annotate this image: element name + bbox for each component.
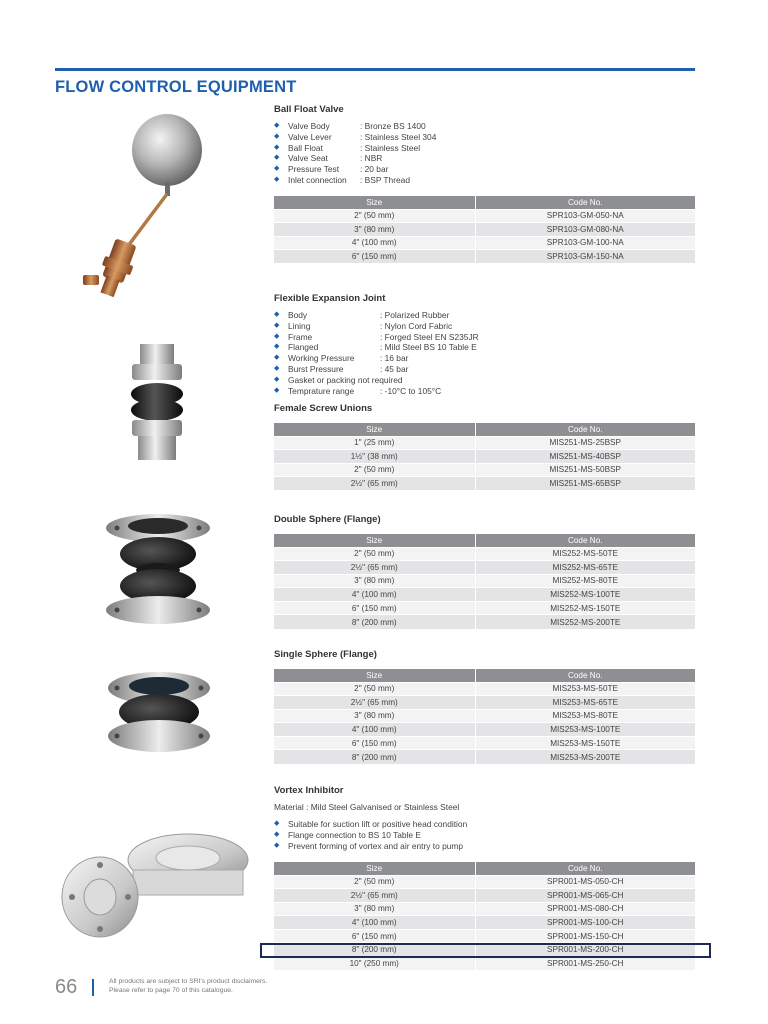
size-cell: 10" (250 mm) <box>274 957 475 971</box>
size-cell: 3" (80 mm) <box>274 223 475 237</box>
table-row <box>274 615 695 629</box>
selection-highlight-box <box>260 943 711 958</box>
code-cell: MIS251-MS-25BSP <box>475 436 695 450</box>
spec-item: ◆ Gasket or packing not required <box>274 374 403 385</box>
code-cell: SPR001-MS-050-CH <box>475 875 695 889</box>
code-cell: MIS251-MS-65BSP <box>475 477 695 491</box>
table-header-row <box>274 423 695 436</box>
spec-item: ◆ Temprature range : -10°C to 105°C <box>274 385 442 396</box>
diamond-bullet-icon: ◆ <box>274 343 280 351</box>
size-cell: 6" (150 mm) <box>274 736 475 750</box>
size-header: Size <box>274 534 475 547</box>
table-row <box>274 223 695 237</box>
ball-float-valve-title: Ball Float Valve <box>274 104 344 115</box>
size-cell: 2½" (65 mm) <box>274 561 475 575</box>
table-row <box>274 477 695 491</box>
table-row <box>274 723 695 737</box>
table-row <box>274 682 695 696</box>
size-cell: 4" (100 mm) <box>274 916 475 930</box>
vortex-inhibitor-image <box>58 825 253 940</box>
spec-item: ◆ Frame : Forged Steel EN S235JR <box>274 331 479 342</box>
size-cell: 2" (50 mm) <box>274 209 475 223</box>
size-header: Size <box>274 196 475 209</box>
diamond-bullet-icon: ◆ <box>274 375 280 383</box>
table-row <box>274 436 695 450</box>
diamond-bullet-icon: ◆ <box>274 122 280 129</box>
size-cell: 2" (50 mm) <box>274 682 475 696</box>
size-cell: 4" (100 mm) <box>274 723 475 737</box>
spec-item: ◆ Valve Body : Bronze BS 1400 <box>274 121 426 131</box>
table-row <box>274 601 695 615</box>
top-rule <box>55 68 695 71</box>
vortex-inhibitor-title: Vortex Inhibitor <box>274 785 344 796</box>
code-cell: SPR001-MS-080-CH <box>475 902 695 916</box>
size-cell: 3" (80 mm) <box>274 902 475 916</box>
table-row <box>274 588 695 602</box>
size-cell: 2½" (65 mm) <box>274 477 475 491</box>
code-cell: SPR001-MS-150-CH <box>475 929 695 943</box>
table-row <box>274 209 695 223</box>
vortex-material-note: Material : Mild Steel Galvanised or Stainless Steel <box>274 802 460 812</box>
table-row <box>274 929 695 943</box>
table-row <box>274 875 695 889</box>
table-header-row <box>274 534 695 547</box>
diamond-bullet-icon: ◆ <box>274 386 280 394</box>
table-row <box>274 696 695 710</box>
spec-item: ◆ Pressure Test : 20 bar <box>274 164 389 175</box>
single-sphere-table <box>274 669 695 764</box>
table-row <box>274 250 695 264</box>
table-row <box>274 957 695 971</box>
code-cell: MIS253-MS-150TE <box>475 736 695 750</box>
diamond-bullet-icon: ◆ <box>274 354 280 362</box>
size-header: Size <box>274 423 475 436</box>
size-cell: 8" (200 mm) <box>274 750 475 764</box>
bullet-item: ◆ Suitable for suction lift or positive head condition <box>274 819 468 829</box>
diamond-bullet-icon: ◆ <box>274 841 280 849</box>
code-cell: SPR001-MS-065-CH <box>475 889 695 903</box>
single-sphere-flange-image <box>105 668 213 756</box>
diamond-bullet-icon: ◆ <box>274 332 280 340</box>
size-header: Size <box>274 669 475 682</box>
double-sphere-table <box>274 534 695 629</box>
spec-item: ◆ Valve Lever : Stainless Steel 304 <box>274 131 437 142</box>
code-header: Code No. <box>475 862 695 875</box>
code-header: Code No. <box>475 669 695 682</box>
code-cell: MIS252-MS-50TE <box>475 547 695 561</box>
spec-item: ◆ Burst Pressure : 45 bar <box>274 363 409 374</box>
page-number: 66 <box>55 976 78 998</box>
size-cell: 3" (80 mm) <box>274 709 475 723</box>
size-cell: 4" (100 mm) <box>274 236 475 250</box>
table-row <box>274 450 695 464</box>
spec-item: ◆ Valve Seat : NBR <box>274 153 383 164</box>
footer-disclaimer <box>109 978 267 995</box>
bullet-item: ◆ Flange connection to BS 10 Table E <box>274 829 422 840</box>
code-cell: MIS252-MS-150TE <box>475 601 695 615</box>
diamond-bullet-icon: ◆ <box>274 820 280 827</box>
vortex-bullets <box>274 819 467 851</box>
diamond-bullet-icon: ◆ <box>274 165 280 173</box>
size-cell: 1" (25 mm) <box>274 436 475 450</box>
code-cell: MIS252-MS-100TE <box>475 588 695 602</box>
female-screw-union-image <box>120 342 195 467</box>
table-header-row <box>274 669 695 682</box>
size-cell: 6" (150 mm) <box>274 929 475 943</box>
code-cell: SPR103-GM-050-NA <box>475 209 695 223</box>
ball-float-table <box>274 196 695 263</box>
table-row <box>274 561 695 575</box>
size-header: Size <box>274 862 475 875</box>
table-header-row <box>274 196 695 209</box>
page-title: FLOW CONTROL EQUIPMENT <box>55 78 297 96</box>
flex-joint-specs <box>274 310 479 396</box>
footer-line-1: All products are subject to SRI's product disclaimers. <box>109 978 268 985</box>
code-header: Code No. <box>475 423 695 436</box>
size-cell: 8" (200 mm) <box>274 943 475 957</box>
size-cell: 3" (80 mm) <box>274 574 475 588</box>
size-cell: 2" (50 mm) <box>274 875 475 889</box>
size-cell: 2" (50 mm) <box>274 463 475 477</box>
ball-float-valve-image <box>75 110 240 310</box>
table-row <box>274 889 695 903</box>
code-cell: SPR001-MS-250-CH <box>475 957 695 971</box>
flexible-expansion-joint-title: Flexible Expansion Joint <box>274 293 386 304</box>
table-row <box>274 709 695 723</box>
code-cell: MIS253-MS-80TE <box>475 709 695 723</box>
diamond-bullet-icon: ◆ <box>274 364 280 372</box>
code-cell: SPR001-MS-200-CH <box>475 943 695 957</box>
table-row <box>274 463 695 477</box>
code-cell: MIS252-MS-65TE <box>475 561 695 575</box>
table-row <box>274 547 695 561</box>
double-sphere-title: Double Sphere (Flange) <box>274 514 381 525</box>
code-header: Code No. <box>475 196 695 209</box>
diamond-bullet-icon: ◆ <box>274 311 280 318</box>
spec-item: ◆ Body : Polarized Rubber <box>274 310 450 320</box>
diamond-bullet-icon: ◆ <box>274 132 280 140</box>
table-row <box>274 916 695 930</box>
table-row <box>274 736 695 750</box>
ball-float-specs <box>274 121 436 186</box>
code-header: Code No. <box>475 534 695 547</box>
code-cell: MIS251-MS-50BSP <box>475 463 695 477</box>
code-cell: SPR103-GM-100-NA <box>475 236 695 250</box>
diamond-bullet-icon: ◆ <box>274 175 280 183</box>
code-cell: MIS253-MS-100TE <box>475 723 695 737</box>
code-cell: MIS252-MS-200TE <box>475 615 695 629</box>
code-cell: SPR103-GM-150-NA <box>475 250 695 264</box>
size-cell: 2" (50 mm) <box>274 547 475 561</box>
size-cell: 2½" (65 mm) <box>274 696 475 710</box>
footer-divider <box>92 979 94 996</box>
code-cell: SPR001-MS-100-CH <box>475 916 695 930</box>
single-sphere-title: Single Sphere (Flange) <box>274 649 377 660</box>
size-cell: 1½" (38 mm) <box>274 450 475 464</box>
table-row <box>274 750 695 764</box>
table-row <box>274 236 695 250</box>
spec-item: ◆ Flanged : Mild Steel BS 10 Table E <box>274 342 477 353</box>
bullet-item: ◆ Prevent forming of vortex and air entry to pump <box>274 840 464 851</box>
size-cell: 4" (100 mm) <box>274 588 475 602</box>
footer-line-2: Please refer to page 70 of this catalogue. <box>109 986 233 994</box>
code-cell: MIS253-MS-50TE <box>475 682 695 696</box>
code-cell: MIS253-MS-65TE <box>475 696 695 710</box>
diamond-bullet-icon: ◆ <box>274 321 280 329</box>
table-header-row <box>274 862 695 875</box>
diamond-bullet-icon: ◆ <box>274 143 280 151</box>
double-sphere-flange-image <box>103 510 213 628</box>
size-cell: 2½" (65 mm) <box>274 889 475 903</box>
size-cell: 8" (200 mm) <box>274 615 475 629</box>
table-row <box>274 574 695 588</box>
spec-item: ◆ Ball Float : Stainless Steel <box>274 142 421 153</box>
code-cell: MIS251-MS-40BSP <box>475 450 695 464</box>
code-cell: MIS252-MS-80TE <box>475 574 695 588</box>
female-screw-unions-title: Female Screw Unions <box>274 403 373 414</box>
diamond-bullet-icon: ◆ <box>274 830 280 838</box>
female-unions-table <box>274 423 695 490</box>
table-row <box>274 902 695 916</box>
size-cell: 6" (150 mm) <box>274 601 475 615</box>
size-cell: 6" (150 mm) <box>274 250 475 264</box>
diamond-bullet-icon: ◆ <box>274 154 280 162</box>
spec-item: ◆ Working Pressure : 16 bar <box>274 353 409 364</box>
spec-item: ◆ Lining : Nylon Cord Fabric <box>274 320 453 331</box>
code-cell: MIS253-MS-200TE <box>475 750 695 764</box>
spec-item: ◆ Inlet connection : BSP Thread <box>274 174 410 185</box>
code-cell: SPR103-GM-080-NA <box>475 223 695 237</box>
